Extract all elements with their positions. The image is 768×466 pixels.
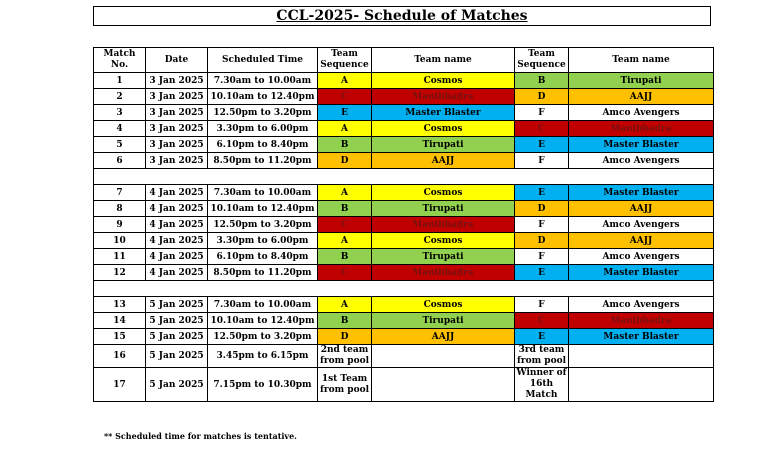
team-name-1-cell: Tirupati	[372, 137, 515, 153]
table-row	[94, 105, 714, 121]
team-name-2-cell: Manibhadra	[569, 121, 714, 137]
team-name-2-cell: Master Blaster	[569, 137, 714, 153]
table-row	[94, 345, 714, 368]
date-cell: 3 Jan 2025	[146, 121, 208, 137]
team-sequence-2-cell: E	[515, 265, 569, 281]
team-name-2-cell: Master Blaster	[569, 329, 714, 345]
header-date: Date	[146, 48, 208, 73]
team-name-1-cell: Cosmos	[372, 297, 515, 313]
team-name-1-cell: AAJJ	[372, 153, 515, 169]
time-cell: 7.30am to 10.00am	[208, 73, 318, 89]
header-team-sequence-1: Team Sequence	[318, 48, 372, 73]
header-match-no: Match No.	[94, 48, 146, 73]
header-row	[94, 48, 714, 73]
team-sequence-1-cell: B	[318, 313, 372, 329]
team-sequence-1-cell: A	[318, 185, 372, 201]
team-sequence-2-cell: F	[515, 297, 569, 313]
team-name-1-cell: Master Blaster	[372, 105, 515, 121]
match-no-cell: 12	[94, 265, 146, 281]
match-no-cell: 8	[94, 201, 146, 217]
table-row	[94, 217, 714, 233]
time-cell: 8.50pm to 11.20pm	[208, 265, 318, 281]
date-cell: 3 Jan 2025	[146, 89, 208, 105]
date-cell: 4 Jan 2025	[146, 201, 208, 217]
match-no-cell: 16	[94, 345, 146, 368]
table-row	[94, 201, 714, 217]
team-sequence-1-cell: C	[318, 89, 372, 105]
header-scheduled-time: Scheduled Time	[208, 48, 318, 73]
time-cell: 10.10am to 12.40pm	[208, 201, 318, 217]
team-sequence-1-cell: C	[318, 265, 372, 281]
team-sequence-2-cell: D	[515, 233, 569, 249]
time-cell: 10.10am to 12.40pm	[208, 313, 318, 329]
header-team-name-1: Team name	[372, 48, 515, 73]
table-row	[94, 121, 714, 137]
team-name-1-cell: Tirupati	[372, 249, 515, 265]
spacer-row	[94, 169, 714, 185]
time-cell: 12.50pm to 3.20pm	[208, 217, 318, 233]
team-sequence-1-cell: A	[318, 121, 372, 137]
team-sequence-2-cell: E	[515, 329, 569, 345]
team-name-1-cell	[372, 368, 515, 402]
team-sequence-1-cell: D	[318, 329, 372, 345]
spacer-cell	[94, 281, 714, 297]
time-cell: 7.30am to 10.00am	[208, 297, 318, 313]
team-sequence-1-cell: D	[318, 153, 372, 169]
team-sequence-2-cell: C	[515, 313, 569, 329]
team-name-2-cell: Master Blaster	[569, 265, 714, 281]
header-team-name-2: Team name	[569, 48, 714, 73]
team-sequence-1-cell: B	[318, 137, 372, 153]
match-no-cell: 15	[94, 329, 146, 345]
time-cell: 7.30am to 10.00am	[208, 185, 318, 201]
table-row	[94, 137, 714, 153]
schedule-table	[93, 47, 714, 402]
team-sequence-2-cell: B	[515, 73, 569, 89]
table-row	[94, 233, 714, 249]
time-cell: 7.15pm to 10.30pm	[208, 368, 318, 402]
date-cell: 5 Jan 2025	[146, 313, 208, 329]
team-sequence-1-cell: B	[318, 249, 372, 265]
date-cell: 3 Jan 2025	[146, 137, 208, 153]
team-sequence-2-cell: E	[515, 137, 569, 153]
date-cell: 5 Jan 2025	[146, 297, 208, 313]
team-sequence-2-cell: E	[515, 185, 569, 201]
table-row	[94, 185, 714, 201]
team-name-1-cell: Cosmos	[372, 185, 515, 201]
team-name-1-cell: Cosmos	[372, 233, 515, 249]
match-no-cell: 7	[94, 185, 146, 201]
date-cell: 5 Jan 2025	[146, 329, 208, 345]
table-row	[94, 73, 714, 89]
date-cell: 4 Jan 2025	[146, 233, 208, 249]
team-sequence-2-cell: C	[515, 121, 569, 137]
time-cell: 12.50pm to 3.20pm	[208, 329, 318, 345]
match-no-cell: 14	[94, 313, 146, 329]
team-sequence-1-cell: 2nd team from pool	[318, 345, 372, 368]
match-no-cell: 3	[94, 105, 146, 121]
team-sequence-2-cell: F	[515, 153, 569, 169]
match-no-cell: 1	[94, 73, 146, 89]
date-cell: 4 Jan 2025	[146, 249, 208, 265]
team-name-1-cell	[372, 345, 515, 368]
match-no-cell: 4	[94, 121, 146, 137]
table-row	[94, 329, 714, 345]
team-name-2-cell: Amco Avengers	[569, 217, 714, 233]
team-sequence-2-cell: F	[515, 105, 569, 121]
date-cell: 3 Jan 2025	[146, 153, 208, 169]
table-row	[94, 265, 714, 281]
date-cell: 4 Jan 2025	[146, 265, 208, 281]
team-sequence-2-cell: D	[515, 201, 569, 217]
title-box	[93, 6, 711, 26]
team-name-1-cell: Cosmos	[372, 73, 515, 89]
spacer-cell	[94, 169, 714, 185]
team-sequence-2-cell: Winner of 16th Match	[515, 368, 569, 402]
team-name-2-cell: Amco Avengers	[569, 153, 714, 169]
date-cell: 5 Jan 2025	[146, 368, 208, 402]
date-cell: 5 Jan 2025	[146, 345, 208, 368]
time-cell: 8.50pm to 11.20pm	[208, 153, 318, 169]
team-name-2-cell: AAJJ	[569, 89, 714, 105]
team-sequence-1-cell: C	[318, 217, 372, 233]
team-sequence-2-cell: 3rd team from pool	[515, 345, 569, 368]
time-cell: 6.10pm to 8.40pm	[208, 249, 318, 265]
team-sequence-1-cell: A	[318, 297, 372, 313]
match-no-cell: 5	[94, 137, 146, 153]
schedule-body	[94, 73, 714, 402]
table-row	[94, 249, 714, 265]
date-cell: 3 Jan 2025	[146, 73, 208, 89]
team-name-1-cell: Tirupati	[372, 201, 515, 217]
team-name-2-cell: Tirupati	[569, 73, 714, 89]
header-team-sequence-2: Team Sequence	[515, 48, 569, 73]
team-sequence-2-cell: F	[515, 217, 569, 233]
team-name-2-cell	[569, 368, 714, 402]
table-row	[94, 89, 714, 105]
team-name-2-cell	[569, 345, 714, 368]
team-name-2-cell: Master Blaster	[569, 185, 714, 201]
match-no-cell: 9	[94, 217, 146, 233]
team-name-2-cell: AAJJ	[569, 201, 714, 217]
team-name-1-cell: Manibhadra	[372, 217, 515, 233]
team-name-2-cell: Amco Avengers	[569, 297, 714, 313]
table-row	[94, 153, 714, 169]
time-cell: 3.30pm to 6.00pm	[208, 233, 318, 249]
match-no-cell: 10	[94, 233, 146, 249]
team-name-1-cell: Tirupati	[372, 313, 515, 329]
time-cell: 3.45pm to 6.15pm	[208, 345, 318, 368]
date-cell: 4 Jan 2025	[146, 217, 208, 233]
team-name-2-cell: Manibhadra	[569, 313, 714, 329]
team-name-1-cell: Manibhadra	[372, 89, 515, 105]
team-sequence-1-cell: A	[318, 233, 372, 249]
team-sequence-1-cell: 1st Team from pool	[318, 368, 372, 402]
match-no-cell: 11	[94, 249, 146, 265]
team-name-2-cell: AAJJ	[569, 233, 714, 249]
time-cell: 6.10pm to 8.40pm	[208, 137, 318, 153]
team-sequence-2-cell: F	[515, 249, 569, 265]
team-sequence-1-cell: B	[318, 201, 372, 217]
match-no-cell: 2	[94, 89, 146, 105]
date-cell: 4 Jan 2025	[146, 185, 208, 201]
page-title: CCL-2025- Schedule of Matches	[276, 8, 528, 24]
spacer-row	[94, 281, 714, 297]
date-cell: 3 Jan 2025	[146, 105, 208, 121]
team-sequence-1-cell: A	[318, 73, 372, 89]
table-row	[94, 368, 714, 402]
time-cell: 12.50pm to 3.20pm	[208, 105, 318, 121]
match-no-cell: 6	[94, 153, 146, 169]
team-sequence-2-cell: D	[515, 89, 569, 105]
team-sequence-1-cell: E	[318, 105, 372, 121]
time-cell: 3.30pm to 6.00pm	[208, 121, 318, 137]
match-no-cell: 13	[94, 297, 146, 313]
match-no-cell: 17	[94, 368, 146, 402]
team-name-1-cell: Manibhadra	[372, 265, 515, 281]
table-row	[94, 313, 714, 329]
table-row	[94, 297, 714, 313]
team-name-1-cell: Cosmos	[372, 121, 515, 137]
team-name-2-cell: Amco Avengers	[569, 105, 714, 121]
time-cell: 10.10am to 12.40pm	[208, 89, 318, 105]
team-name-2-cell: Amco Avengers	[569, 249, 714, 265]
team-name-1-cell: AAJJ	[372, 329, 515, 345]
footnote: ** Scheduled time for matches is tentative.	[104, 431, 297, 441]
